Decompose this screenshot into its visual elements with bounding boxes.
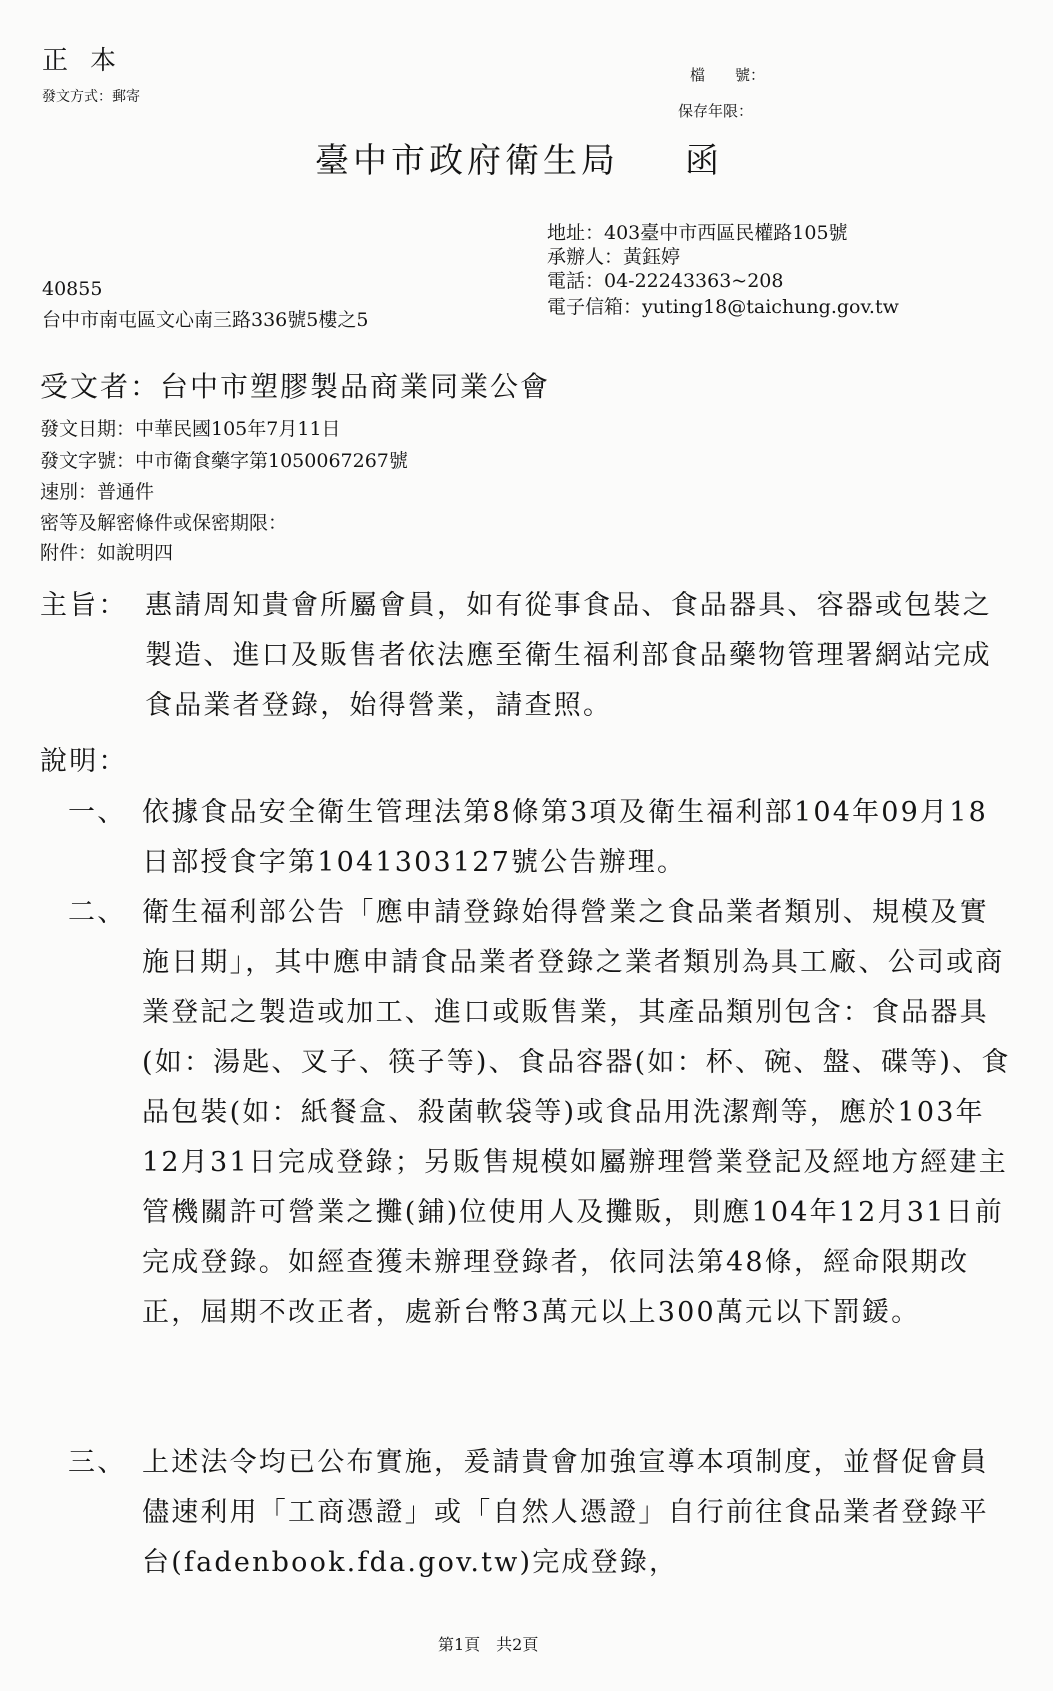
- item-text: 衛生福利部公告「應申請登錄始得營業之食品業者類別、規模及實施日期」，其中應申請食品業者登錄之業者類別為具工廠、公司或商業登記之製造或加工、進口或販售業，其產品類別包含：食品器具(如：湯匙、叉子、筷子等)、食品容器(如：杯、碗、盤、碟等)、食品包裝(如：紙餐盒、殺菌軟袋等)或食品用洗潔劑等，應於103年12月31日完成登錄；另販售規模如屬辦理營業登記及經地方經建主管機關許可營業之攤(鋪)位使用人及攤販，則應104年12月31日前完成登錄。如經查獲未辦理登錄者，依同法第48條，經命限期改正，屆期不改正者，處新台幣3萬元以上300萬元以下罰鍰。: [142, 897, 1011, 1328]
- send-method: 發文方式：郵寄: [42, 89, 140, 105]
- item-text: 依據食品安全衛生管理法第8條第3項及衛生福利部104年09月18日部授食字第1041303127號公告辦理。: [142, 797, 989, 878]
- item-number: 一、: [68, 797, 127, 828]
- recipient-address: 台中市南屯區文心南三路336號5樓之5: [42, 309, 369, 331]
- attachment-note: 附件：如說明四: [40, 542, 174, 564]
- file-number-label: 檔 號：: [690, 66, 766, 84]
- subject-label: 主旨：: [40, 590, 128, 621]
- delivery-speed: 速別：普通件: [40, 481, 155, 503]
- contact-phone: 電話：04-22243363~208: [547, 270, 784, 292]
- handler-name: 承辦人：黃鈺婷: [547, 246, 681, 268]
- contact-email: 電子信箱：yuting18@taichung.gov.tw: [547, 296, 899, 318]
- page-indicator: 第1頁 共2頁: [438, 1635, 539, 1654]
- issue-date: 發文日期：中華民國105年7月11日: [40, 418, 341, 440]
- document-copy-type: 正本: [42, 46, 139, 76]
- item-number: 二、: [68, 897, 127, 928]
- explanation-label: 說明：: [40, 746, 128, 777]
- recipient-zip-code: 40855: [42, 278, 103, 300]
- issuing-agency-title: 臺中市政府衛生局: [315, 141, 619, 181]
- sender-address: 地址：403臺中市西區民權路105號: [547, 222, 848, 244]
- subject-text: 惠請周知貴會所屬會員，如有從事食品、食品器具、容器或包裝之製造、進口及販售者依法應至衛生福利部食品藥物管理署網站完成食品業者登錄，始得營業，請查照。: [145, 590, 992, 721]
- retention-period-label: 保存年限：: [678, 102, 754, 120]
- item-number: 三、: [68, 1447, 127, 1478]
- document-number: 發文字號：中市衛食藥字第1050067267號: [40, 450, 408, 472]
- document-form-type: 函: [685, 141, 719, 181]
- recipient: 受文者：台中市塑膠製品商業同業公會: [40, 370, 551, 403]
- item-text: 上述法令均已公布實施，爰請貴會加強宣導本項制度，並督促會員儘速利用「工商憑證」或「自然人憑證」自行前往食品業者登錄平台(fadenbook.fda.gov.tw)完成登錄，: [142, 1447, 989, 1578]
- secrecy-level: 密等及解密條件或保密期限：: [40, 512, 288, 534]
